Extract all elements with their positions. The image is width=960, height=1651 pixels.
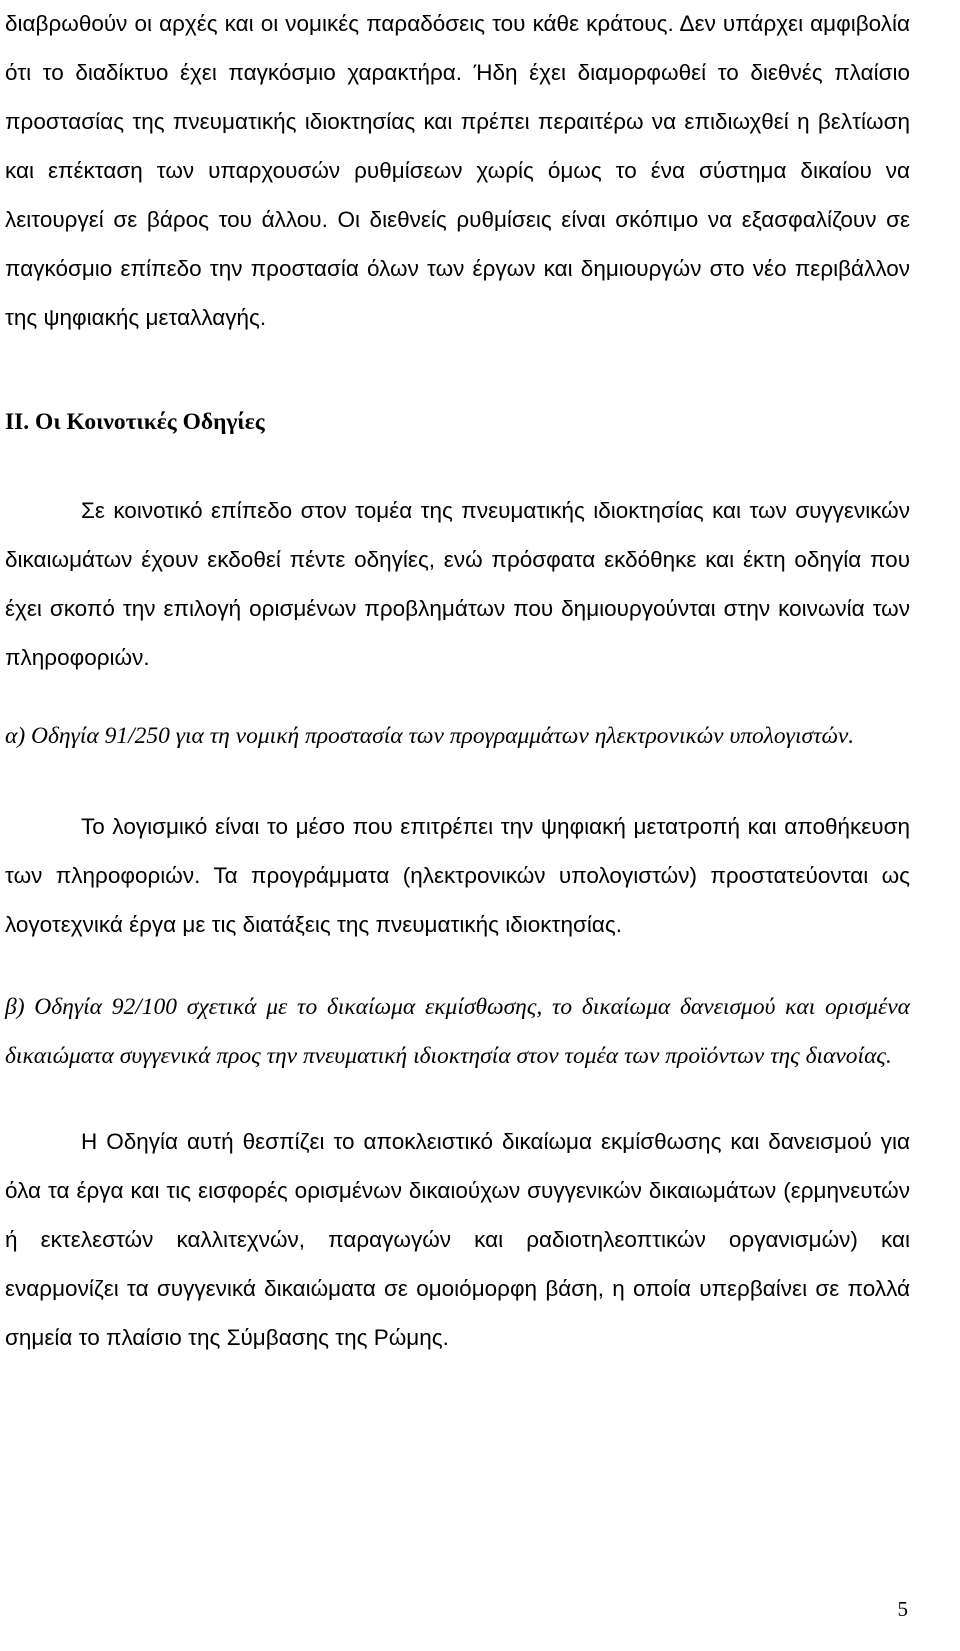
directive-a-paragraph: Το λογισμικό είναι το μέσο που επιτρέπει την ψηφιακή μετατροπή και αποθήκευση των πληροφοριών. Τα προγράμματα (ηλεκτρονικών υπολογιστών) προστατεύονται ως λογοτεχνικά έργα με τις διατάξεις της πνευματικής ιδιοκτησίας. (5, 814, 910, 937)
directive-a-heading: α) Οδηγία 91/250 για τη νομική προστασία των προγραμμάτων ηλεκτρονικών υπολογιστών. (5, 723, 855, 749)
page-number: 5 (897, 1597, 908, 1621)
section-paragraph: Σε κοινοτικό επίπεδο στον τομέα της πνευματικής ιδιοκτησίας και των συγγενικών δικαιωμάτων έχουν εκδοθεί πέντε οδηγίες, ενώ πρόσφατα εκδόθηκε και έκτη οδηγία που έχει σκοπό την επιλογή ορισμένων προβλημάτων που δημιουργούνται στην κοινωνία των πληροφοριών. (5, 498, 910, 670)
directive-b-heading: β) Οδηγία 92/100 σχετικά με το δικαίωμα εκμίσθωσης, το δικαίωμα δανεισμού και ορισμένα δικαιώματα συγγενικά προς την πνευματική ιδιοκτησία στον τομέα των προϊόντων της διανοίας. (5, 994, 910, 1069)
section-heading: ΙΙ. Οι Κοινοτικές Οδηγίες (5, 409, 265, 435)
intro-paragraph: διαβρωθούν οι αρχές και οι νομικές παραδόσεις του κάθε κράτους. Δεν υπάρχει αμφιβολία ότι το διαδίκτυο έχει παγκόσμιο χαρακτήρα. Ήδη έχει διαμορφωθεί το διεθνές πλαίσιο προστασίας της πνευματικής ιδιοκτησίας και πρέπει περαιτέρω να επιδιωχθεί η βελτίωση και επέκταση των υπαρχουσών ρυθμίσεων χωρίς όμως το ένα σύστημα δικαίου να λειτουργεί σε βάρος του άλλου. Οι διεθνείς ρυθμίσεις είναι σκόπιμο να εξασφαλίζουν σε παγκόσμιο επίπεδο την προστασία όλων των έργων και δημιουργών στο νέο περιβάλλον της ψηφιακής μεταλλαγής. (5, 11, 910, 330)
directive-b-paragraph: Η Οδηγία αυτή θεσπίζει το αποκλειστικό δικαίωμα εκμίσθωσης και δανεισμού για όλα τα έργα και τις εισφορές ορισμένων δικαιούχων συγγενικών δικαιωμάτων (ερμηνευτών ή εκτελεστών καλλιτεχνών, παραγωγών και ραδιοτηλεοπτικών οργανισμών) και εναρμονίζει τα συγγενικά δικαιώματα σε ομοιόμορφη βάση, η οποία υπερβαίνει σε πολλά σημεία το πλαίσιο της Σύμβασης της Ρώμης. (5, 1129, 910, 1350)
